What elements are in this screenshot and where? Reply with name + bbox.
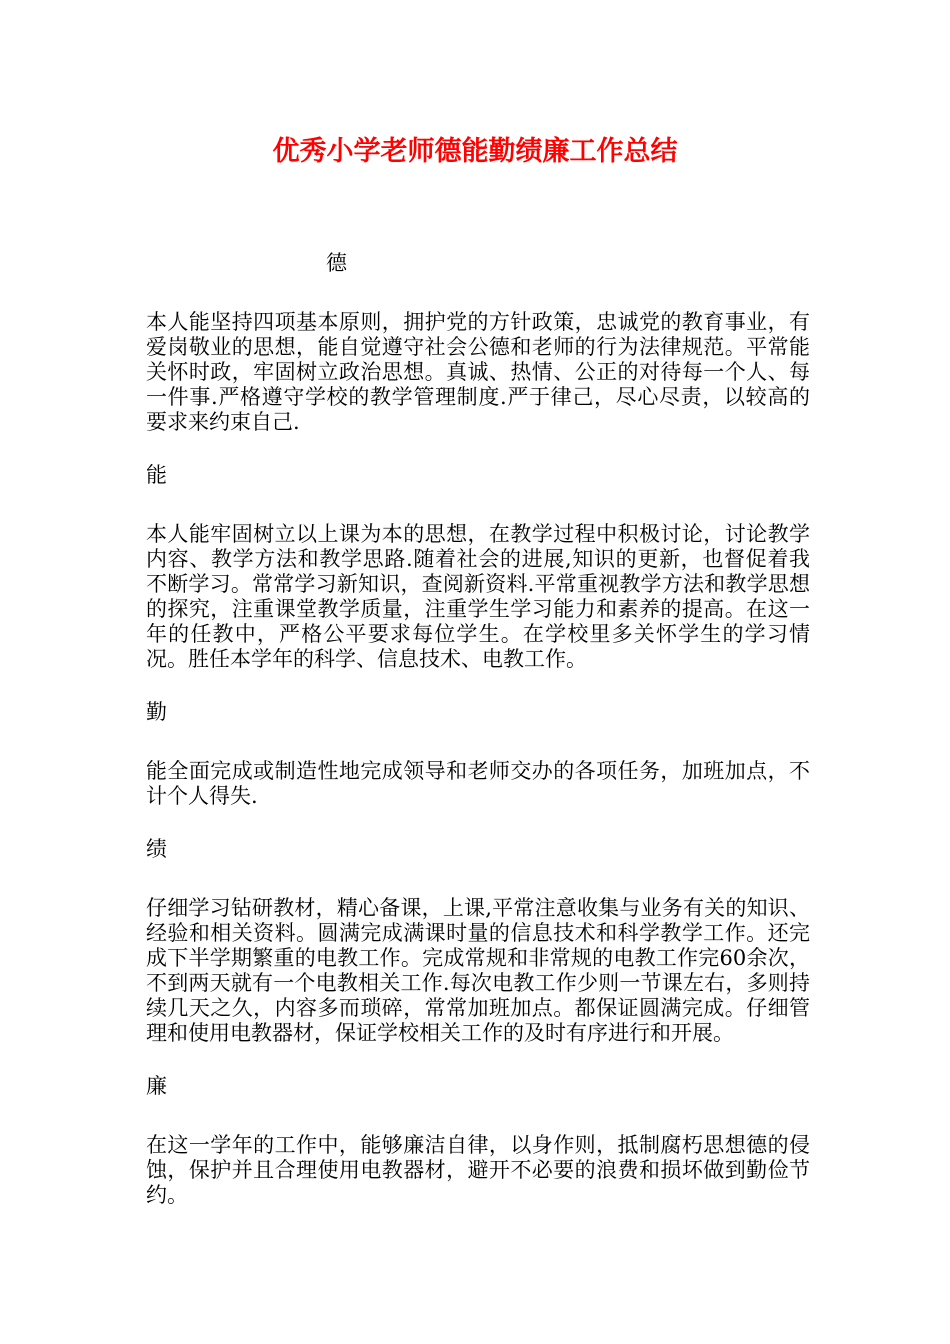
document-title: 优秀小学老师德能勤绩廉工作总结 [272, 136, 678, 167]
section-body-ji: 仔细学习钻研教材，精心备课，上课,平常注意收集与业务有关的知识、经验和相关资料。圆满完成满课时量的信息技术和科学教学工作。还完成下半学期繁重的电教工作。完成常规和非常规的电教工作完60余次，不到两天就有一个电教相关工作.每次电教工作少则一节课左右，多则持续几天之久，内容多而琐碎，常常加班加点。都保证圆满完成。仔细管理和使用电教器材，保证学校相关工作的及时有序进行和开展。 [146, 896, 810, 1045]
section-body-qin: 能全面完成或制造性地完成领导和老师交办的各项任务，加班加点，不计个人得失. [146, 759, 810, 808]
section-heading-neng: 能 [146, 463, 167, 487]
section-body-neng: 本人能牢固树立以上课为本的思想，在教学过程中积极讨论，讨论教学内容、教学方法和教学思路.随着社会的进展,知识的更新，也督促着我不断学习。常常学习新知识，查阅新资料.平常重视教学方法和教学思想的探究，注重课堂教学质量，注重学生学习能力和素养的提高。在这一年的任教中，严格公平要求每位学生。在学校里多关怀学生的学习情况。胜任本学年的科学、信息技术、电教工作。 [146, 522, 810, 671]
section-heading-de: 德 [326, 251, 347, 275]
section-body-de: 本人能坚持四项基本原则，拥护党的方针政策，忠诚党的教育事业，有爱岗敬业的思想，能自觉遵守社会公德和老师的行为法律规范。平常能关怀时政，牢固树立政治思想。真诚、热情、公正的对待每一个人、每一件事.严格遵守学校的教学管理制度.严于律己，尽心尽责，以较高的要求来约束自己. [146, 310, 810, 434]
document-body [146, 250, 810, 1208]
section-heading-ji: 绩 [146, 837, 167, 861]
section-heading-lian: 廉 [146, 1074, 167, 1098]
section-body-lian: 在这一学年的工作中，能够廉洁自律，以身作则，抵制腐朽思想德的侵蚀，保护并且合理使用电教器材，避开不必要的浪费和损坏做到勤俭节约。 [146, 1133, 810, 1207]
section-heading-qin: 勤 [146, 700, 167, 724]
